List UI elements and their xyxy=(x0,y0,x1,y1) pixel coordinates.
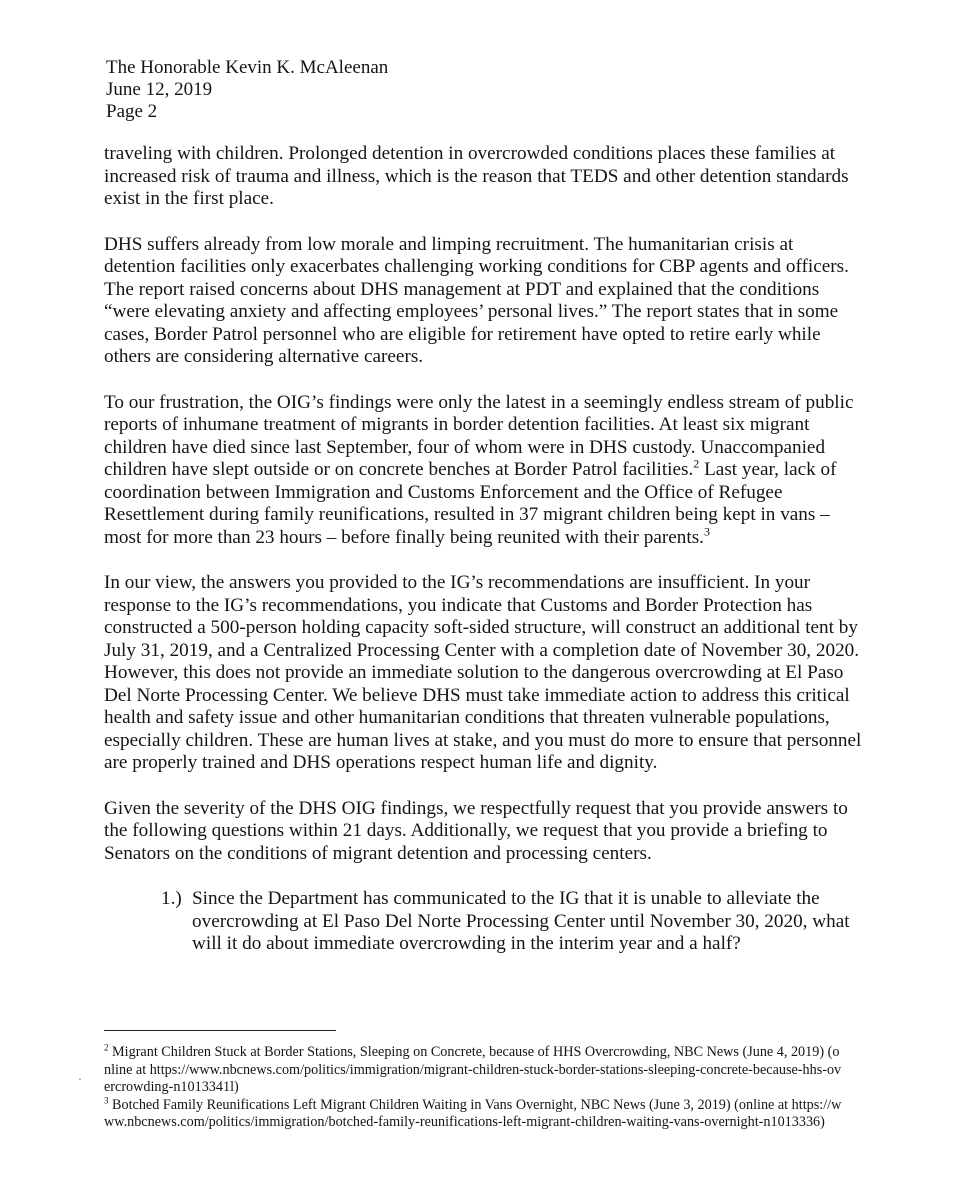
question-text: Since the Department has communicated to the IG that it is unable to alleviate the overcrowding at El Paso Del Norte Processing Center until November 30, 2020, what will it do about immediate overcrowding in the interim year and a half? xyxy=(192,888,850,954)
recipient-line: The Honorable Kevin K. McAleenan xyxy=(106,57,389,78)
letter-header xyxy=(106,57,388,123)
footnote xyxy=(104,1094,844,1132)
paragraph xyxy=(104,392,864,550)
page-number-line: Page 2 xyxy=(106,101,158,122)
question-list xyxy=(104,888,864,956)
footnote-divider xyxy=(104,1030,336,1031)
footnote-number: 2 xyxy=(104,1042,109,1053)
paragraph: In our view, the answers you provided to the IG’s recommendations are insufficient. In your response to the IG’s recommendations, you indicate that Customs and Border Protection has constructed a 500-person holding capacity soft-sided structure, will construct an additional tent by July 31, 2019, and a Centralized Processing Center with a completion date of November 30, 2020. However, this does not provide an immediate solution to the dangerous overcrowding at El Paso Del Norte Processing Center. We believe DHS must take immediate action to address this critical health and safety issue and other humanitarian conditions that threaten vulnerable populations, especially children. These are human lives at stake, and you must do more to ensure that personnel are properly trained and DHS operations respect human life and dignity. xyxy=(104,572,862,773)
footnote-number: 3 xyxy=(104,1094,109,1105)
paragraph: DHS suffers already from low morale and limping recruitment. The humanitarian crisis at detention facilities only exacerbates challenging working conditions for CBP agents and officers. The report raised concerns about DHS management at PDT and explained that the conditions “were elevating anxiety and affecting employees’ personal lives.” The report states that in some cases, Border Patrol personnel who are eligible for retirement have opted to retire early while others are considering alternative careers. xyxy=(104,233,849,367)
paragraph-text: Last year, lack of coordination between Immigration and Customs Enforcement and the Office of Refugee Resettlement during family reunifications, resulted in 37 migrant children being kept in vans – most for more than 23 hours – before finally being reunited with their parents. xyxy=(104,459,837,548)
question-item xyxy=(104,888,864,956)
paragraph-text: To our frustration, the OIG’s findings were only the latest in a seemingly endless stream of public reports of inhumane treatment of migrants in border detention facilities. At least six migrant children have died since last September, four of whom were in DHS custody. Unaccompanied children have slept outside or on concrete benches at Border Patrol facilities. xyxy=(104,391,854,480)
date-line: June 12, 2019 xyxy=(106,79,213,100)
footnotes xyxy=(104,1044,844,1132)
paragraph: traveling with children. Prolonged detention in overcrowded conditions places these families at increased risk of trauma and illness, which is the reason that TEDS and other detention standards exist in the first place. xyxy=(104,143,849,209)
footnote-text: Migrant Children Stuck at Border Stations, Sleeping on Concrete, because of HHS Overcrowding, NBC News (June 4, 2019) (online at https://www.nbcnews.com/politics/immigration/migrant-children-stuck-border-stations-sleeping-concrete-because-hhs-overcrowding-n1013341l) xyxy=(104,1044,842,1095)
footnote xyxy=(104,1044,844,1097)
question-number: 1.) xyxy=(161,888,182,909)
footnote-reference: 2 xyxy=(693,456,700,471)
footnote-reference: 3 xyxy=(703,524,710,539)
footnote-text: Botched Family Reunifications Left Migrant Children Waiting in Vans Overnight, NBC News (June 3, 2019) (online at https://www.nbcnews.com/politics/immigration/botched-family-reunifications-left-migrant-children-waiting-vans-overnight-n1013336) xyxy=(104,1096,842,1130)
scan-artifact-mark: · xyxy=(78,1072,82,1086)
letter-body xyxy=(104,143,864,956)
paragraph: Given the severity of the DHS OIG findings, we respectfully request that you provide answers to the following questions within 21 days. Additionally, we request that you provide a briefing to Senators on the conditions of migrant detention and processing centers. xyxy=(104,797,848,864)
